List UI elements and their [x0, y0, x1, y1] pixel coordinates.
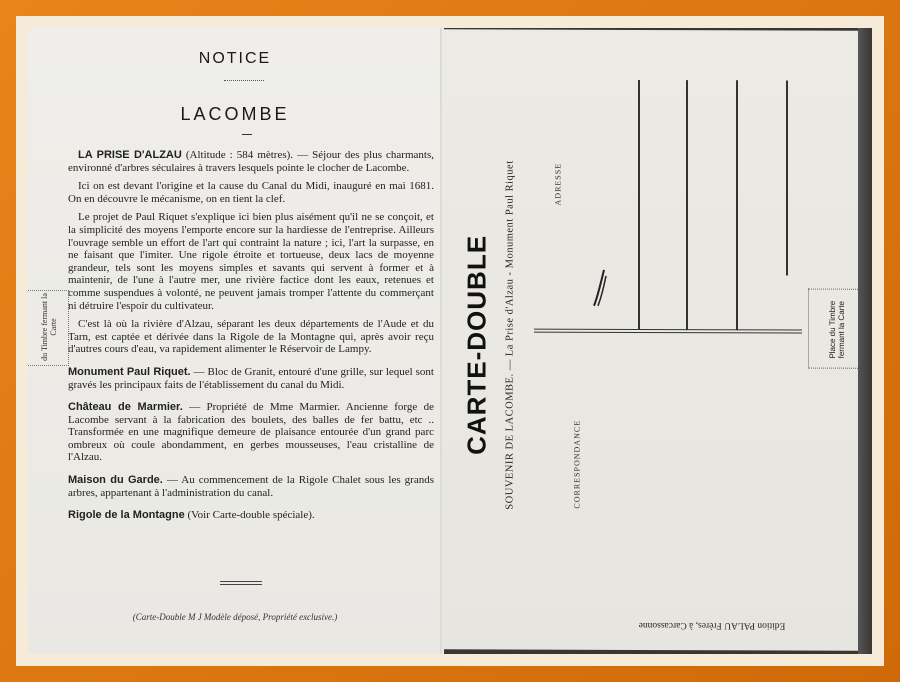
double-rule [220, 581, 262, 585]
section-text: — Au commencement de la Rigole Chalet sous les grands arbres, appartenant à l'administration du canal. [68, 474, 434, 499]
notice-heading: NOTICE [198, 50, 272, 67]
postcard [28, 28, 872, 654]
section-text: (Voir Carte-double spéciale). [184, 509, 315, 522]
address-line [786, 80, 788, 275]
paragraph-text: Ici on est devant l'origine et la cause du Canal du Midi, inauguré en mai 1681. On en découvre le mécanisme, on en tient la clef. [68, 180, 434, 205]
paragraph-text: (Altitude : 584 mètres). — Séjour des plus charmants, environné d'arbres séculaires à travers lesquels pointe le clocher de Lacombe. [68, 149, 434, 174]
paragraph-text: C'est là où la rivière d'Alzau, séparant les deux départements de l'Aude et du Tarn, est captée et dérivée dans la Rigole de la Montagne qui, après avoir reçu d'autres cours d'eau, va rapidement alimenter le Réservoir de Lampy. [68, 318, 434, 356]
notice-body [68, 149, 434, 528]
page-title: LACOMBE [180, 104, 290, 124]
section-heading: Rigole de la Montagne [68, 509, 185, 522]
stamp-label: Place du Timbre fermant la Carte [828, 300, 846, 359]
flourish-icon [592, 268, 608, 308]
publisher-imprint: Edition PALAU Frères, à Carcassonne [638, 619, 786, 631]
address-line [686, 80, 688, 330]
correspondance-label: CORRESPONDANCE [572, 419, 582, 509]
address-panel [442, 29, 858, 650]
adresse-label: ADRESSE [553, 162, 563, 206]
section-heading: Monument Paul Riquet. [68, 365, 191, 378]
decorative-rule [224, 80, 264, 81]
footnote: (Carte-Double M J Modèle déposé, Propriété exclusive.) [132, 612, 338, 622]
address-line [736, 80, 738, 330]
notice-panel [28, 28, 442, 654]
souvenir-caption: SOUVENIR DE LACOMBE. — La Prise d'Alzau - Monument Paul Riquet [504, 160, 516, 510]
paragraph-text: Le projet de Paul Riquet s'explique ici bien plus aisément qu'il ne se conçoit, et la simplicité des moyens l'emporte encore sur la hardiesse de l'entreprise. Ailleurs l'ouvrage semble un effort de l'art qui contraint la nature ; ici, l'art la surpasse, en ne faisant que l'imiter. Une rigole étroite et tortueuse, deux lacs de moyenne grandeur, tels sont les moyens simples et savants qui servent à former et à maintenir, de l'une à l'autre mer, une rivière factice dont les eaux, retenues et comme suspendues à volonté, ne peuvent jamais tromper l'attente du commerçant ni détruire l'espoir du cultivateur. [68, 211, 434, 312]
address-divider [534, 329, 802, 334]
address-line [638, 80, 640, 330]
section-text: — Bloc de Granit, entouré d'une grille, sur lequel sont gravés les principaux faits de l'établissement du canal du Midi. [68, 365, 434, 391]
card-shadow-edge [858, 28, 872, 654]
section-heading: Maison du Garde. [68, 474, 163, 487]
stamp-label-left: du Timbre fermant la Carte [40, 293, 58, 361]
title-dash [242, 134, 252, 135]
paragraph-heading: LA PRISE D'ALZAU [78, 149, 182, 161]
section-text: — Propriété de Mme Marmier. Ancienne forge de Lacombe servant à la fabrication des boulets, des balles de fer battu, etc .. Transformée en une magnifique demeure de plaisance entourée d'un grand parc ombreux où coule abondamment, en gerbes mousseuses, l'eau cristalline de l'Alzau. [68, 401, 435, 464]
section-heading: Château de Marmier. [68, 401, 183, 414]
carte-double-title: CARTE-DOUBLE [461, 234, 492, 455]
